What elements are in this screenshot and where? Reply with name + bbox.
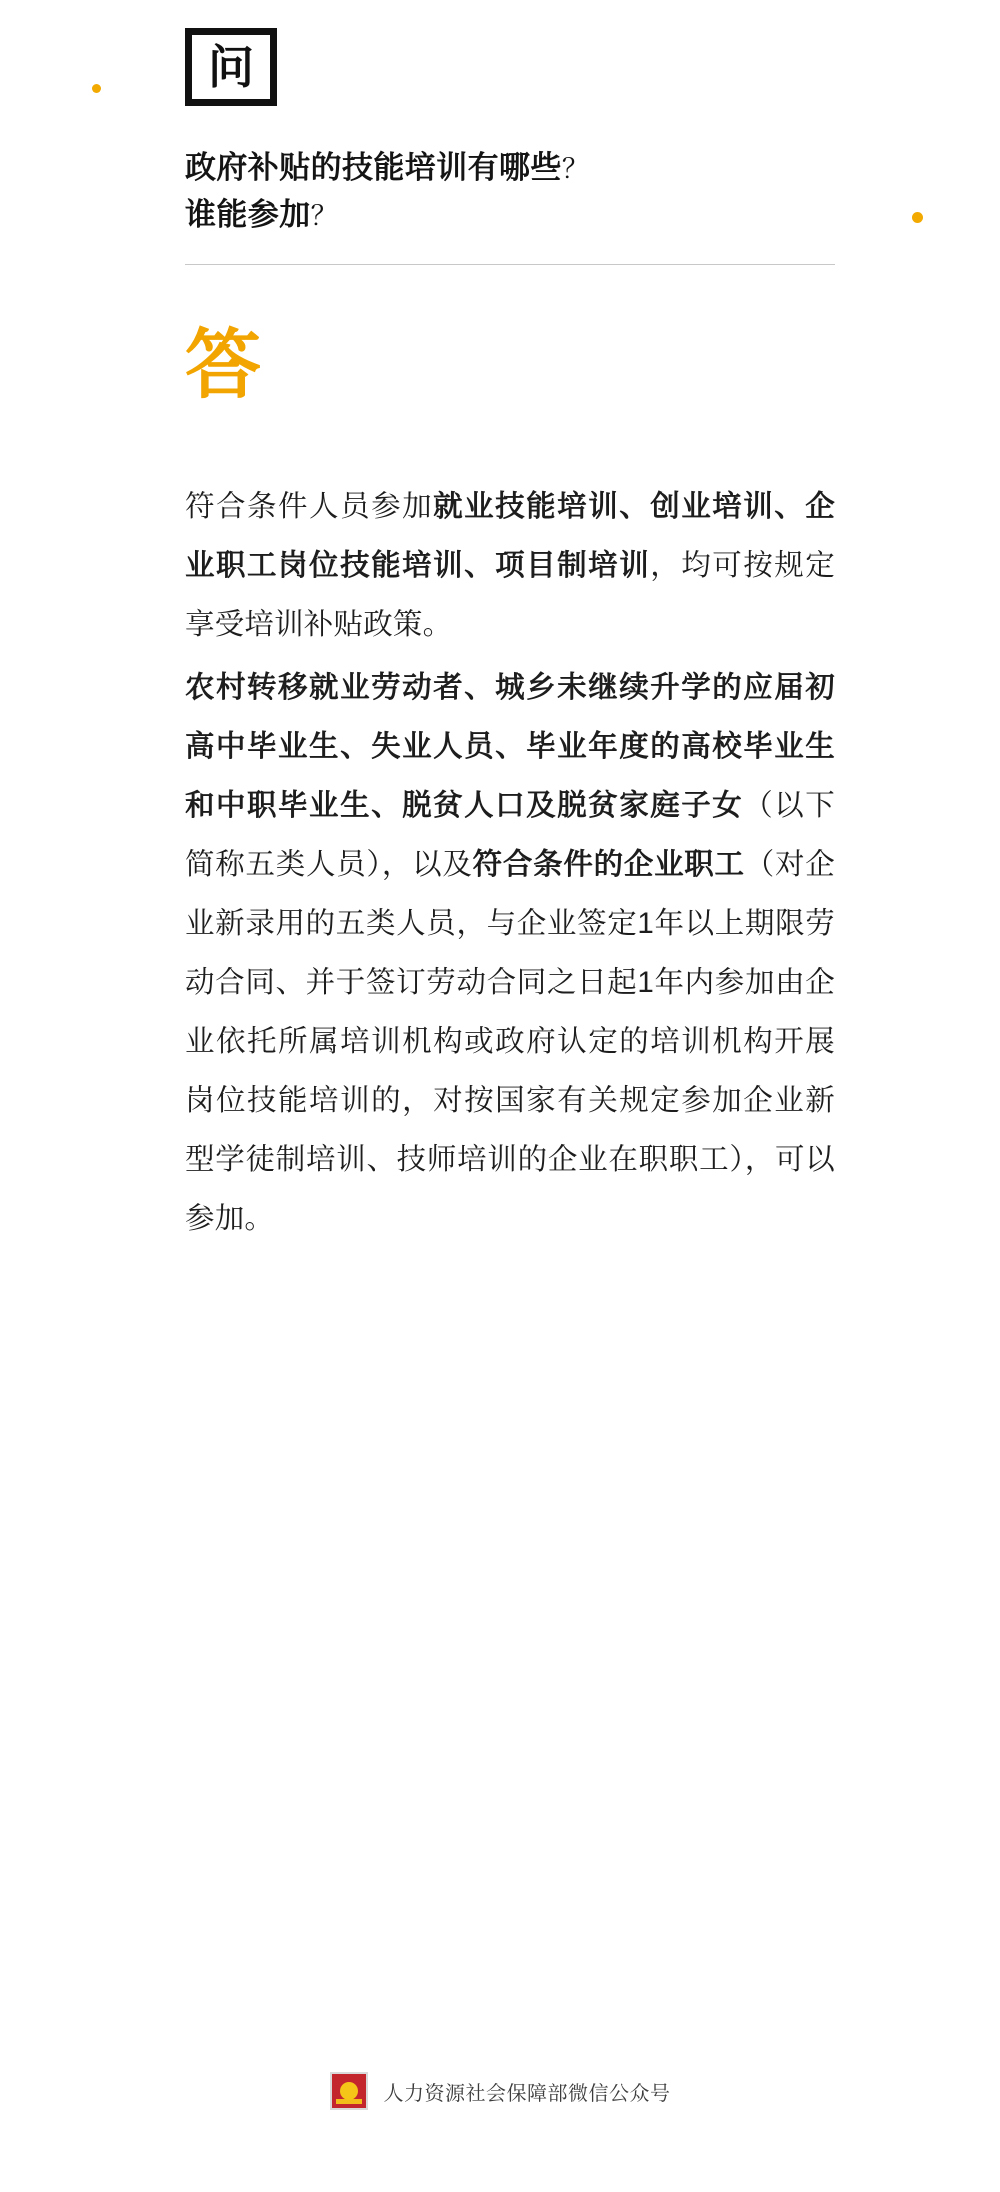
question-badge [185, 28, 277, 106]
answer-badge: 答 [185, 320, 262, 410]
logo-emblem [340, 2082, 358, 2100]
decorative-dot-left [92, 84, 101, 93]
question-line-1 [185, 144, 835, 191]
question-line-1-text: 政府补贴的技能培训有哪些 [185, 150, 562, 185]
answer-p1-highlight: 就业技能培训、创业培训、企业职工岗位技能培训、项目制培训 [185, 490, 835, 583]
footer [0, 2072, 1000, 2110]
question-badge-label: 问 [185, 28, 277, 106]
answer-body [185, 477, 835, 1248]
content-column [185, 0, 835, 1248]
question-line-2-mark: ？ [310, 201, 339, 232]
answer-p1-lead: 符合条件人员参加 [185, 490, 434, 524]
answer-p2-highlight-2: 符合条件的企业职工 [472, 848, 745, 882]
question-line-2-text: 谁能参加 [185, 197, 311, 233]
question-line-1-mark: ？ [561, 154, 590, 184]
decorative-dot-right [912, 212, 923, 223]
logo-bar [336, 2099, 362, 2104]
question-title [185, 144, 835, 238]
answer-p2-highlight-1: 农村转移就业劳动者、城乡未继续升学的应届初高中毕业生、失业人员、毕业年度的高校毕业生和中职毕业生、脱贫人口及脱贫家庭子女 [185, 671, 835, 823]
answer-p1-tail: ，均可按规定享受培训补贴政策。 [185, 549, 835, 642]
question-line-2 [185, 191, 835, 238]
section-divider [185, 264, 835, 265]
answer-paragraph-1 [185, 477, 835, 654]
footer-label: 人力资源社会保障部微信公众号 [383, 2082, 671, 2105]
answer-p2-tail: （对企业新录用的五类人员，与企业签定1年以上期限劳动合同、并于签订劳动合同之日起1年内参加由企业依托所属培训机构或政府认定的培训机构开展岗位技能培训的，对按国家有关规定参加企业新型学徒制培训、技师培训的企业在职职工），可以参加。 [185, 848, 835, 1236]
answer-paragraph-2 [185, 658, 835, 1248]
answer-p2-middle: （以下简称五类人员），以及 [185, 789, 835, 882]
ministry-logo-icon [330, 2072, 368, 2110]
